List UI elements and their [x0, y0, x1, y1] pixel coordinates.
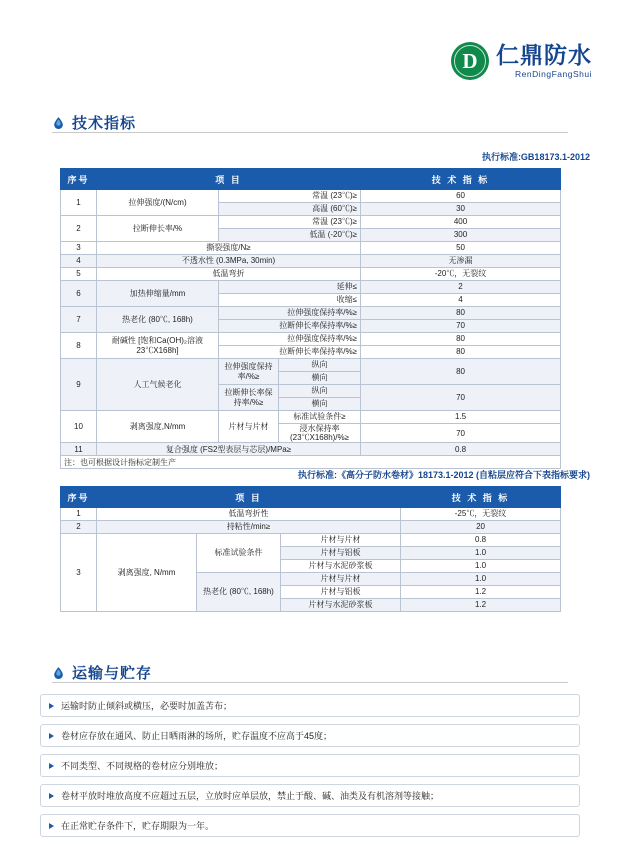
cell-direction: 纵向: [279, 385, 361, 398]
cell-value: -20℃，无裂纹: [361, 268, 561, 281]
cell-direction: 纵向: [279, 359, 361, 372]
cell-value: 1.0: [401, 573, 561, 586]
cell-no: 7: [61, 307, 97, 333]
cell-value: 4: [361, 294, 561, 307]
table-row: [61, 359, 561, 372]
list-item: [40, 784, 580, 807]
cell-sub: 高温 (60℃)≥: [219, 203, 361, 216]
cell-sub: 延伸≤: [219, 281, 361, 294]
cell-item: 低温弯折性: [97, 508, 401, 521]
cell-item: 拉断伸长率/%: [97, 216, 219, 242]
cell-sub: 拉伸强度保持率/%≥: [219, 333, 361, 346]
list-item: [40, 694, 580, 717]
cell-pair: 片材与水泥砂浆板: [281, 560, 401, 573]
cell-no: 1: [61, 508, 97, 521]
cell-value: 0.8: [401, 534, 561, 547]
cell-value: 20: [401, 521, 561, 534]
cell-sub: 收缩≤: [219, 294, 361, 307]
cell-value: 70: [361, 424, 561, 443]
cell-no: 8: [61, 333, 97, 359]
cell-no: 2: [61, 521, 97, 534]
list-item: [40, 814, 580, 837]
cell-value: 1.0: [401, 560, 561, 573]
table-row: [61, 443, 561, 456]
triangle-bullet-icon: [49, 763, 54, 769]
cell-value: 70: [361, 385, 561, 411]
cell-item: 剥离强度, N/mm: [97, 534, 197, 612]
cell-group-label: 拉伸强度保持率/%≥: [219, 359, 279, 385]
cell-value: 300: [361, 229, 561, 242]
cell-pair: 片材与片材: [281, 534, 401, 547]
table-row: [61, 216, 561, 229]
cell-sub: 拉断伸长率保持率/%≥: [219, 320, 361, 333]
cell-sub: 拉伸强度保持率/%≥: [219, 307, 361, 320]
table-row: [61, 255, 561, 268]
table1-note: 注：也可根据设计指标定制生产: [61, 456, 561, 469]
transport-list: [40, 694, 580, 844]
cell-item: 持粘性/min≥: [97, 521, 401, 534]
cell-sub: 拉断伸长率保持率/%≥: [219, 346, 361, 359]
cell-value: 80: [361, 346, 561, 359]
cell-value: 60: [361, 190, 561, 203]
cell-value: 400: [361, 216, 561, 229]
cell-sub-item: 片材与片材: [219, 411, 279, 443]
cell-sub: 低温 (-20℃)≥: [219, 229, 361, 242]
cell-sub: 常温 (23℃)≥: [219, 190, 361, 203]
cell-no: 4: [61, 255, 97, 268]
triangle-bullet-icon: [49, 733, 54, 739]
table-row: [61, 508, 561, 521]
cell-no: 3: [61, 242, 97, 255]
list-item-label: 不同类型、不同规格的卷材应分别堆放；: [61, 761, 224, 771]
standard-line-1: 执行标准:GB18173.1-2012: [481, 152, 590, 162]
table-row: [61, 534, 561, 547]
table1-th-item: 项 目: [97, 169, 361, 190]
standard-line-2: 执行标准:《高分子防水卷材》18173.1-2012 (自粘层应符合下表指标要求): [297, 470, 590, 480]
cell-pair: 片材与片材: [281, 573, 401, 586]
cell-item: 剥离强度,N/mm: [97, 411, 219, 443]
list-item: [40, 754, 580, 777]
section-title-tech: 技术指标: [72, 115, 137, 132]
cell-value: 70: [361, 320, 561, 333]
cell-item: 耐碱性 [饱和Ca(OH)₂溶液23℃X168h]: [97, 333, 219, 359]
cell-value: 1.2: [401, 599, 561, 612]
cell-value: 50: [361, 242, 561, 255]
cell-value: 80: [361, 359, 561, 385]
section-heading-tech: [52, 112, 136, 133]
tech-spec-table-2: [60, 486, 561, 612]
cell-value: 80: [361, 333, 561, 346]
cell-sub: 常温 (23℃)≥: [219, 216, 361, 229]
logo-name-cn: 仁鼎防水: [496, 42, 592, 68]
table1-th-value: 技 术 指 标: [361, 169, 561, 190]
logo-mark-icon: [451, 42, 489, 80]
section-title-transport: 运输与贮存: [72, 665, 153, 682]
cell-no: 5: [61, 268, 97, 281]
table-row: [61, 281, 561, 294]
table2-th-value: 技 术 指 标: [401, 487, 561, 508]
list-item-label: 卷材平放时堆放高度不应超过五层，立放时应单层放，禁止于酸、碱、油类及有机溶剂等接触；: [61, 791, 440, 801]
company-logo: [451, 42, 592, 80]
table-row: [61, 333, 561, 346]
cell-no: 2: [61, 216, 97, 242]
cell-no: 10: [61, 411, 97, 443]
cell-group-label: 拉断伸长率保持率/%≥: [219, 385, 279, 411]
section-heading-transport: [52, 662, 152, 683]
cell-value: 0.8: [361, 443, 561, 456]
cell-pair: 片材与铝板: [281, 547, 401, 560]
cell-item: 加热伸缩量/mm: [97, 281, 219, 307]
table2-th-item: 项 目: [97, 487, 401, 508]
table1-header-row: [61, 169, 561, 190]
cell-condition: 标准试验条件: [197, 534, 281, 573]
cell-value: 30: [361, 203, 561, 216]
cell-no: 9: [61, 359, 97, 411]
cell-item: 拉伸强度/(N/cm): [97, 190, 219, 216]
droplet-icon: [52, 666, 65, 679]
cell-direction: 横向: [279, 398, 361, 411]
section-divider-transport: [52, 682, 568, 683]
cell-item: 人工气候老化: [97, 359, 219, 411]
table-row: [61, 307, 561, 320]
cell-no: 6: [61, 281, 97, 307]
list-item: [40, 724, 580, 747]
logo-name-en: RenDingFangShui: [515, 68, 592, 79]
table2-th-no: 序号: [61, 487, 97, 508]
table1-note-row: [61, 456, 561, 469]
cell-value: 1.2: [401, 586, 561, 599]
cell-no: 1: [61, 190, 97, 216]
cell-item: 热老化 (80℃, 168h): [97, 307, 219, 333]
list-item-label: 卷材应存放在通风、防止日晒雨淋的场所，贮存温度不应高于45度；: [61, 731, 333, 741]
section-divider-tech: [52, 132, 568, 133]
table-row: [61, 521, 561, 534]
cell-item: 不透水性 (0.3MPa, 30min): [97, 255, 361, 268]
triangle-bullet-icon: [49, 703, 54, 709]
cell-value: 2: [361, 281, 561, 294]
cell-condition: 标准试验条件≥: [279, 411, 361, 424]
triangle-bullet-icon: [49, 823, 54, 829]
table-row: [61, 268, 561, 281]
cell-value: 1.5: [361, 411, 561, 424]
cell-item: 撕裂强度/N≥: [97, 242, 361, 255]
cell-no: 11: [61, 443, 97, 456]
cell-direction: 横向: [279, 372, 361, 385]
list-item-label: 运输时防止倾斜或横压，必要时加盖苫布；: [61, 701, 233, 711]
table1-th-no: 序号: [61, 169, 97, 190]
cell-item: 复合强度 (FS2型表层与芯层)/MPa≥: [97, 443, 361, 456]
cell-item: 低温弯折: [97, 268, 361, 281]
tech-spec-table-1: [60, 168, 561, 469]
cell-pair: 片材与水泥砂浆板: [281, 599, 401, 612]
table2-header-row: [61, 487, 561, 508]
triangle-bullet-icon: [49, 793, 54, 799]
list-item-label: 在正常贮存条件下，贮存期限为一年。: [61, 821, 215, 831]
cell-value: -25℃，无裂纹: [401, 508, 561, 521]
cell-no: 3: [61, 534, 97, 612]
cell-pair: 片材与铝板: [281, 586, 401, 599]
logo-monogram: D: [462, 48, 478, 73]
logo-text: [496, 44, 592, 79]
cell-value: 80: [361, 307, 561, 320]
cell-value: 1.0: [401, 547, 561, 560]
cell-value: 无渗漏: [361, 255, 561, 268]
cell-condition: 浸水保持率(23℃X168h)/%≥: [279, 424, 361, 443]
table-row: [61, 190, 561, 203]
table-row: [61, 242, 561, 255]
cell-condition: 热老化 (80℃, 168h): [197, 573, 281, 612]
table-row: [61, 411, 561, 424]
droplet-icon: [52, 116, 65, 129]
